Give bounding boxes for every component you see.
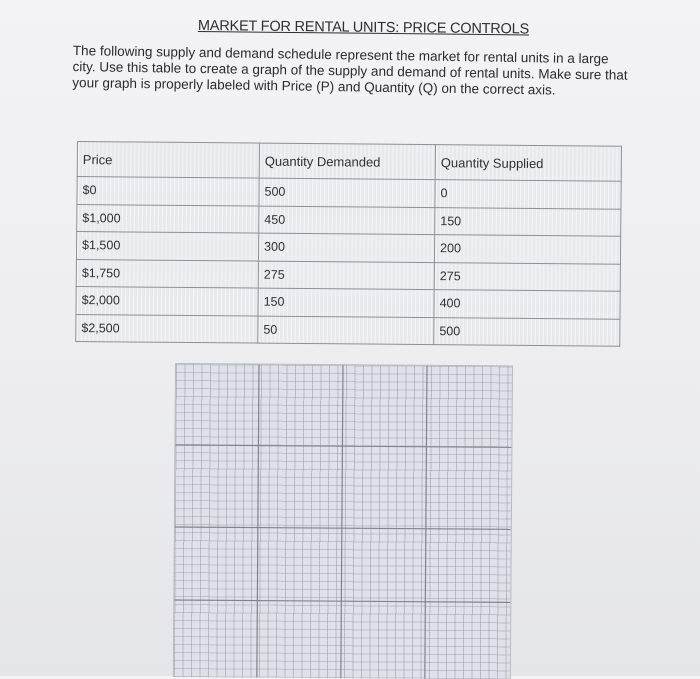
supply-demand-table: [75, 141, 622, 347]
table-row: [76, 314, 620, 346]
quantity-supplied-cell: 200: [434, 235, 620, 264]
header-quantity-supplied: Quantity Supplied: [435, 145, 621, 182]
quantity-demanded-cell: 150: [258, 288, 434, 317]
quantity-demanded-cell: 500: [259, 178, 435, 207]
price-cell: $0: [77, 177, 259, 206]
price-cell: $2,500: [76, 314, 258, 343]
instructions-text: The following supply and demand schedule represent the market for rental units in a large city. Use this table to create a graph of the supply and demand of rental units. Make sure that your graph is properly labeled with Price (P) and Quantity (Q) on the correct axis.: [72, 43, 628, 98]
quantity-supplied-cell: 500: [434, 317, 620, 346]
price-cell: $2,000: [76, 286, 258, 315]
price-cell: $1,500: [76, 232, 258, 261]
header-price: Price: [77, 142, 259, 179]
quantity-demanded-cell: 50: [258, 316, 434, 345]
quantity-demanded-cell: 450: [259, 206, 435, 235]
quantity-supplied-cell: 0: [435, 180, 621, 209]
table-header-row: [77, 142, 621, 182]
quantity-demanded-cell: 300: [258, 233, 434, 262]
quantity-supplied-cell: 275: [434, 262, 620, 291]
graph-grid-major-lines: [174, 364, 512, 679]
header-quantity-demanded: Quantity Demanded: [259, 143, 435, 180]
page-title: MARKET FOR RENTAL UNITS: PRICE CONTROLS: [197, 18, 530, 38]
quantity-supplied-cell: 150: [435, 207, 621, 236]
price-cell: $1,000: [77, 204, 259, 233]
quantity-supplied-cell: 400: [434, 290, 620, 319]
quantity-demanded-cell: 275: [258, 261, 434, 290]
blank-graph-grid: [173, 363, 513, 679]
price-cell: $1,750: [76, 259, 258, 288]
